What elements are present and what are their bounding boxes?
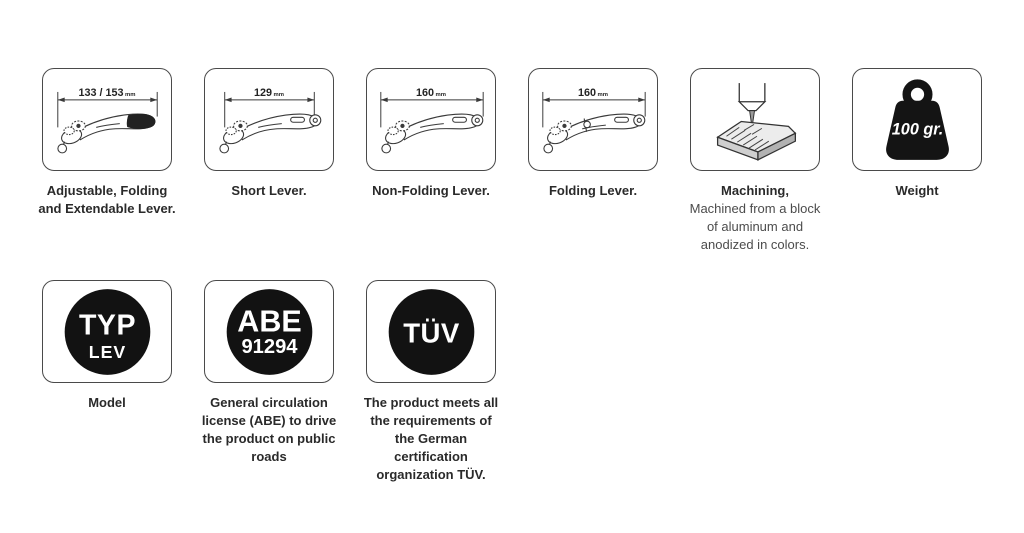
feature-row-bottom	[42, 280, 499, 484]
dimension-label	[578, 86, 608, 98]
caption-line: Folding Lever.	[548, 183, 638, 198]
caption-line: license (ABE) to drive	[201, 413, 337, 428]
dimension-value: 133 / 153	[77, 86, 124, 99]
feature-caption	[667, 182, 843, 254]
dimension-unit: mm	[435, 91, 446, 98]
feature-card-short-lever	[204, 68, 334, 254]
caption-line: Model	[88, 395, 126, 410]
feature-card-machining	[690, 68, 820, 254]
adjustable-lever-tile	[42, 68, 172, 171]
weight-label: 100 gr.	[891, 119, 943, 138]
short-lever-icon	[207, 71, 332, 169]
tuv-tile	[366, 280, 496, 383]
caption-line: Short Lever.	[231, 183, 307, 198]
dimension-label	[254, 86, 284, 98]
milling-machine-icon	[693, 71, 818, 169]
caption-line: anodized in colors.	[700, 237, 810, 252]
feature-caption	[505, 182, 681, 200]
caption-line: organization TÜV.	[376, 467, 486, 482]
caption-line: Non-Folding Lever.	[372, 183, 490, 198]
weight-tile	[852, 68, 982, 171]
caption-line: the requirements of	[370, 413, 492, 428]
badge-line: 91294	[240, 335, 298, 358]
tuv-badge-icon	[369, 283, 494, 381]
dimension-value: 160	[415, 86, 434, 99]
weight-icon	[855, 71, 980, 169]
caption-line: Weight	[895, 183, 939, 198]
feature-caption	[343, 394, 519, 484]
caption-line: General circulation	[210, 395, 328, 410]
feature-caption	[343, 182, 519, 200]
caption-line: roads	[251, 449, 287, 464]
feature-card-abe-license	[201, 280, 337, 484]
feature-caption	[181, 394, 357, 466]
model-tile	[42, 280, 172, 383]
dimension-label	[416, 86, 446, 98]
dimension-value: 160	[577, 86, 596, 99]
dimension-value: 129	[253, 86, 272, 99]
caption-line: of aluminum and	[706, 219, 804, 234]
caption-line: certification	[394, 449, 468, 464]
folding-lever-icon	[531, 71, 656, 169]
feature-card-non-folding-lever	[366, 68, 496, 254]
dimension-label	[78, 86, 135, 98]
feature-caption	[19, 394, 195, 412]
typ-lev-badge-icon	[45, 283, 170, 381]
abe-license-tile	[204, 280, 334, 383]
feature-card-tuv	[363, 280, 499, 484]
feature-caption	[181, 182, 357, 200]
abe-badge-icon	[207, 283, 332, 381]
feature-caption	[19, 182, 195, 218]
caption-line: the product on public	[202, 431, 336, 446]
badge-line: TYP	[78, 308, 136, 341]
dimension-unit: mm	[124, 91, 136, 98]
badge-line: LEV	[88, 341, 126, 362]
feature-caption	[829, 182, 1005, 200]
dimension-unit: mm	[273, 91, 284, 98]
folding-lever-tile	[528, 68, 658, 171]
machining-tile	[690, 68, 820, 171]
feature-card-adjustable-lever	[38, 68, 176, 254]
adjustable-extendable-lever-icon	[45, 71, 170, 169]
feature-card-weight	[852, 68, 982, 254]
short-lever-tile	[204, 68, 334, 171]
caption-line: the German	[394, 431, 468, 446]
non-folding-lever-icon	[369, 71, 494, 169]
caption-line: The product meets all	[363, 395, 499, 410]
badge-line: ABE	[236, 304, 302, 339]
non-folding-lever-tile	[366, 68, 496, 171]
caption-line: and Extendable Lever.	[38, 201, 176, 216]
badge-line: TÜV	[402, 316, 460, 348]
feature-card-folding-lever	[528, 68, 658, 254]
feature-card-model	[42, 280, 172, 484]
caption-line: Machined from a block	[689, 201, 821, 216]
feature-row-top	[38, 68, 982, 254]
dimension-unit: mm	[597, 91, 608, 98]
caption-line: Adjustable, Folding	[46, 183, 168, 198]
caption-line: Machining,	[721, 183, 789, 198]
